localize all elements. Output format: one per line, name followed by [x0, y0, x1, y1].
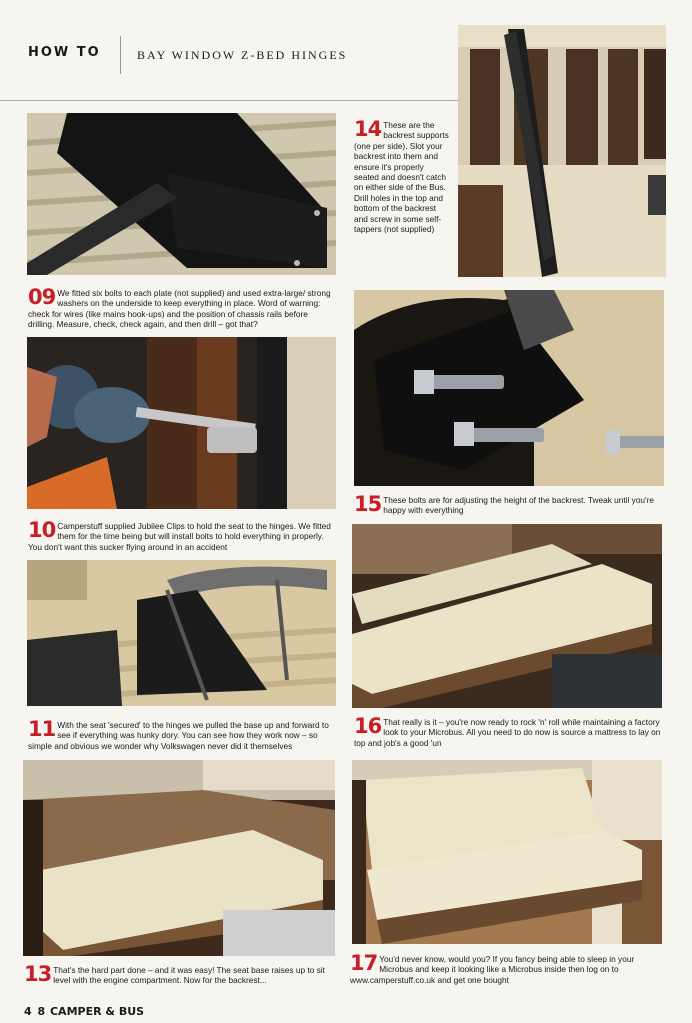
step-text: That's the hard part done – and it was easy! The seat base raises up to sit level with the engine compartment. Now for the backrest... — [53, 965, 325, 986]
page-footer — [24, 1005, 144, 1018]
step-number: 14 — [354, 117, 382, 141]
step-text: These are the backrest supports (one per side). Slot your backrest into them and ensure it's properly seated and doesn't catch on either side of the Bus. Drill holes in the top and bottom of the backrest and screw in some self-tappers (not supplied) — [354, 120, 449, 235]
photo-seat-base — [23, 760, 335, 956]
step-number: 17 — [350, 951, 378, 975]
photo-backrest-support — [458, 25, 666, 277]
page-number: 4 8 — [24, 1005, 47, 1018]
step-number: 11 — [28, 717, 56, 741]
caption-10 — [28, 518, 334, 552]
step-text: You'd never know, would you? If you fancy being able to sleep in your Microbus and keep it looking like a Microbus inside then log on to www.camperstuff.co.uk and get one bought — [350, 954, 635, 985]
photo-finished-seat — [352, 760, 662, 944]
article-title: BAY WINDOW Z-BED HINGES — [137, 48, 348, 62]
step-text: With the seat 'secured' to the hinges we pulled the base up and forward to see if everything was hunky dory. You can see how they work now – so simple and obvious we wonder why Volkswagen never did it themselves — [28, 720, 329, 751]
caption-09 — [28, 285, 334, 330]
photo-seat-with-backrest — [352, 524, 662, 708]
photo-adjusting-bolts — [354, 290, 664, 486]
photo-jubilee-clip — [27, 337, 336, 509]
header-divider — [120, 36, 121, 74]
step-number: 13 — [24, 962, 52, 986]
photo-hinge-plate — [27, 113, 336, 275]
caption-17 — [350, 951, 666, 985]
step-text: These bolts are for adjusting the height of the backrest. Tweak until you're happy with everything — [383, 495, 655, 516]
magazine-name: CAMPER & BUS — [49, 1005, 145, 1018]
step-text: That really is it – you're now ready to rock 'n' roll while maintaining a factory look to your Microbus. All you need to do now is source a mattress to lay on top and job's a good 'un — [354, 717, 661, 748]
caption-16 — [354, 714, 670, 748]
page-header — [0, 0, 458, 100]
step-number: 16 — [354, 714, 382, 738]
step-text: Camperstuff supplied Jubilee Clips to hold the seat to the hinges. We fitted them for the time being but will install bolts to hold everything in properly. You don't want this sucker flying around in an accident — [28, 521, 331, 552]
photo-hinge-raised — [27, 560, 336, 706]
step-number: 10 — [28, 518, 56, 542]
step-number: 15 — [354, 492, 382, 516]
caption-11 — [28, 717, 334, 751]
caption-14 — [354, 117, 450, 235]
step-number: 09 — [28, 285, 56, 309]
caption-13 — [24, 962, 334, 986]
header-rule — [0, 100, 458, 101]
caption-15 — [354, 492, 664, 516]
section-label: HOW TO — [28, 45, 101, 60]
step-text: We fitted six bolts to each plate (not supplied) and used extra-large/ strong washers on the underside to keep everything in place. Word of warning: check for wires (like mains hook-ups) and the position of chassis rails before drilling. Measure, check, check again, and then drill – got that? — [28, 288, 331, 330]
